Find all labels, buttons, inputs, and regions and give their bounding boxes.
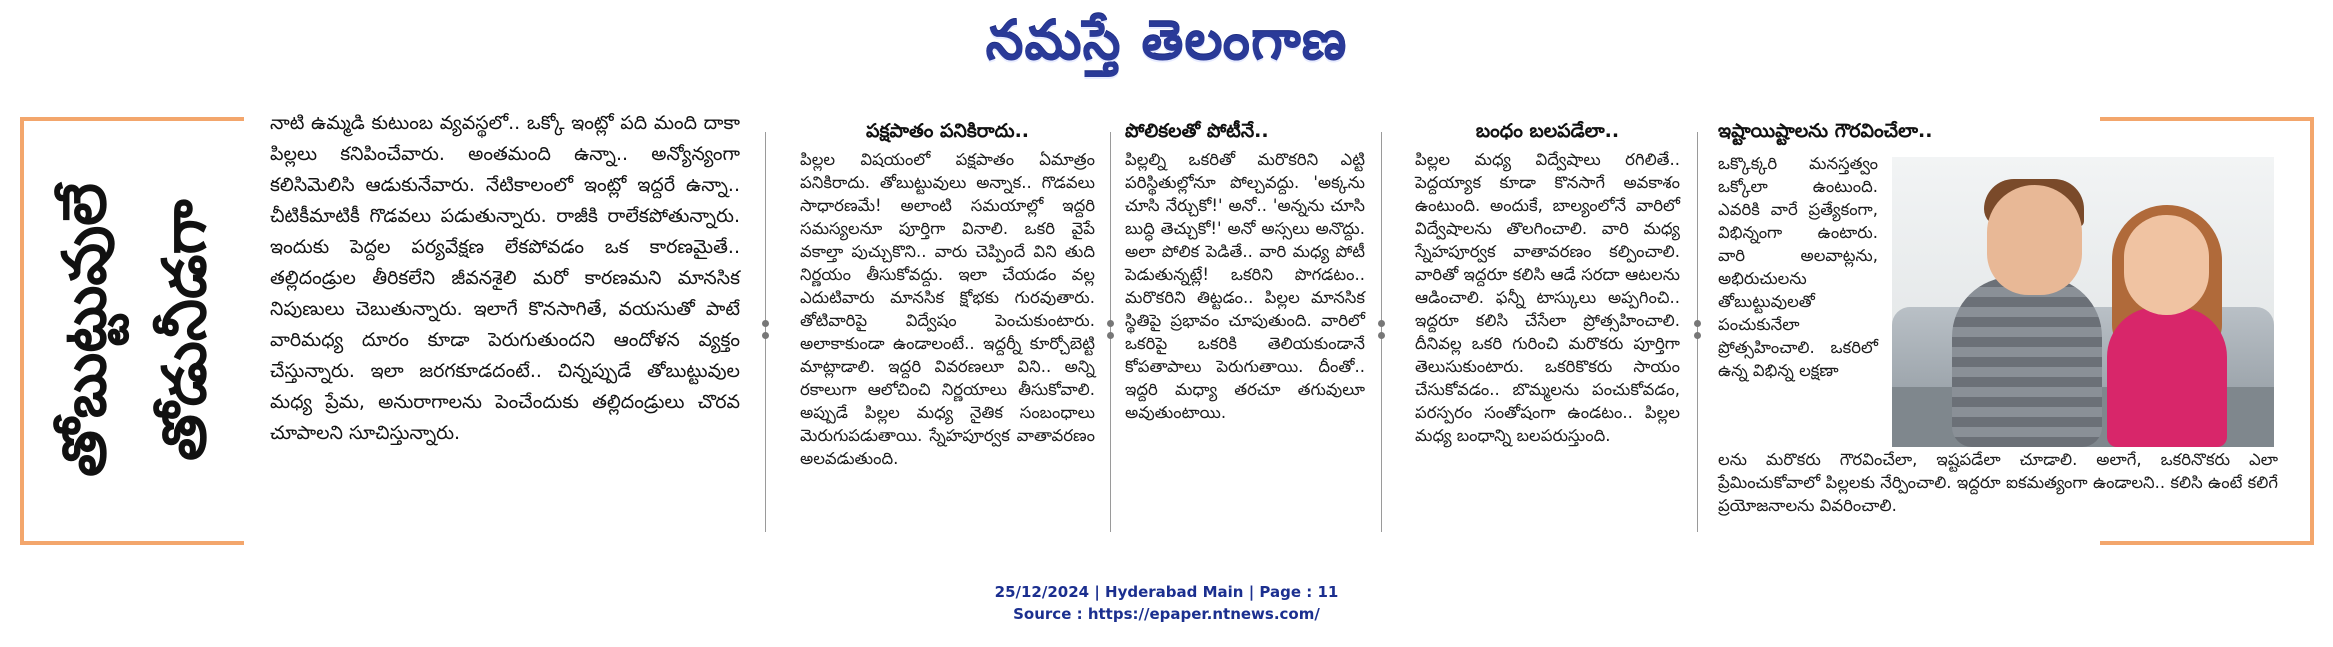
girl-face: [2124, 215, 2209, 315]
intro-column: [270, 108, 740, 449]
section-bond: [1415, 118, 1680, 447]
source-link[interactable]: Source : https://epaper.ntnews.com/: [1013, 605, 1320, 623]
section-body: పిల్లల విషయంలో పక్షపాతం ఏమాత్రం పనికిరాదు. తోబుట్టువులు అన్నాక.. గొడవలు సాధారణమే! అలాంటి సమయాల్లో ఇద్దరి సమస్యలనూ పూర్తిగా వినాలి. ఒకరి వైపే వకాల్తా పుచ్చుకొని.. వారు చెప్పిందే విని తుది నిర్ణయం తీసుకోవద్దు. ఇలా చేయడం వల్ల ఎదుటివారు మానసిక క్షోభకు గురవుతారు. తోటివారిపై విద్వేషం పెంచుకుంటారు. అలాకాకుండా ఉండాలంటే.. ఇద్దర్నీ కూర్చోబెట్టి మాట్లాడాలి. ఇద్దరి వివరణలూ విని.. అన్ని రకాలుగా ఆలోచించి నిర్ణయాలు తీసుకోవాలి. అప్పుడే పిల్లల మధ్య నైతిక సంబంధాలు మెరుగుపడుతాయి. స్నేహపూర్వక వాతావరణం అలవడుతుంది.: [800, 150, 1095, 468]
section-respect-narrow: [1718, 152, 1878, 382]
intro-paragraph: నాటి ఉమ్మడి కుటుంబ వ్యవస్థలో.. ఒక్కో ఇంట్లో పది మంది దాకా పిల్లలు కనిపించేవారు. అంతమంది ఉన్నా.. అన్యోన్యంగా కలిసిమెలిసి ఆడుకునేవారు. నేటికాలంలో ఇంట్లో ఇద్దరే ఉన్నా.. చీటికీమాటికీ గొడవలు పడుతున్నారు. రాజీకి రాలేకపోతున్నారు. ఇందుకు పెద్దల పర్యవేక్షణ లేకపోవడం ఒక కారణమైతే.. తల్లిదండ్రుల తీరికలేని జీవనశైలి మరో కారణమని మానసిక నిపుణులు చెబుతున్నారు. ఇలాగే కొనసాగితే, వయసుతో పాటే వారిమధ్య దూరం కూడా పెరుగుతుందని ఆందోళన వ్యక్తం చేస్తున్నారు. ఇలా జరగకూడదంటే.. చిన్నప్పుడే తోబుట్టువుల మధ్య ప్రేమ, అనురాగాలను పెంచేందుకు తల్లిదండ్రులు చొరవ చూపాలని సూచిస్తున్నారు.: [270, 112, 740, 444]
column-divider: [765, 132, 766, 532]
boy-face: [1987, 185, 2082, 295]
masthead-title: నమస్తే తెలంగాణ: [985, 8, 1348, 72]
section-body: ఒక్కొక్కరి మనస్తత్వం ఒక్కోలా ఉంటుంది. ఎవరికి వారే ప్రత్యేకంగా, విభిన్నంగా ఉంటారు. వారి అలవాట్లను, అభిరుచులను తోబుట్టువులతో పంచుకునేలా ప్రోత్సహించాలి. ఒకరిలో ఉన్న విభిన్న లక్షణా: [1718, 154, 1878, 380]
section-body: పిల్లల్ని ఒకరితో మరొకరిని ఎట్టి పరిస్థితుల్లోనూ పోల్చవద్దు. 'అక్కను చూసి నేర్చుకో!' అనో.. 'అన్నను చూసి బుద్ధి తెచ్చుకో!' అనో అస్సలు అనొద్దు. అలా పోలిక పెడితే.. వారి మధ్య పోటీ పెడుతున్నట్లే! ఒకరిని పొగడటం.. మరొకరిని తిట్టడం.. పిల్లల మానసిక స్థితిపై ప్రభావం చూపుతుంది. వారిలో ఒకరిపై ఒకరికి తెలియకుండానే కోపతాపాలు పెరుగుతాయి. దీంతో.. ఇద్దరి మధ్యా తరచూ తగువులూ అవుతుంటాయి.: [1125, 150, 1365, 422]
section-heading: పోలికలతో పోటీనే..: [1125, 120, 1269, 142]
section-heading: ఇష్టాయిష్టాలను గౌరవించేలా..: [1718, 120, 1933, 142]
section-heading: బంధం బలపడేలా..: [1475, 120, 1620, 142]
headline-line-2: తోడునీడగా: [150, 199, 220, 461]
section-comparison: [1125, 118, 1365, 424]
boy-figure: [1952, 277, 2102, 447]
siblings-photo: [1892, 157, 2274, 447]
girl-figure: [2107, 307, 2227, 447]
column-divider: [1110, 132, 1111, 532]
section-body: పిల్లల మధ్య విద్వేషాలు రగిలితే.. పెద్దయ్యాక కూడా కొనసాగే అవకాశం ఉంటుంది. అందుకే, బాల్యంలోనే వారిలో విద్వేషాలను తొలగించాలి. వారి మధ్య స్నేహపూర్వక వాతావరణం కల్పించాలి. వారితో ఇద్దరూ కలిసి ఆడే సరదా ఆటలను ఆడించాలి. ఫన్నీ టాస్కులు అప్పగించి.. ఇద్దరూ కలిసి చేసేలా ప్రోత్సహించాలి. దీనివల్ల ఒకరి గురించి మరొకరు పూర్తిగా తెలుసుకుంటారు. ఒకరికొకరు సాయం చేసుకోవడం.. బొమ్మలను పంచుకోవడం, పరస్పరం సంతోషంగా ఉండటం.. పిల్లల మధ్య బంధాన్ని బలపరుస్తుంది.: [1415, 150, 1680, 445]
headline-line-1: తోబుట్టువులే: [50, 183, 120, 477]
section-bias: [800, 118, 1095, 470]
section-respect-wide: [1718, 448, 2278, 517]
column-divider: [1697, 132, 1698, 532]
section-body: లను మరొకరు గౌరవించేలా, ఇష్టపడేలా చూడాలి. అలాగే, ఒకరినొకరు ఎలా ప్రేమించుకోవాలో పిల్లలకు నేర్పించాలి. ఇద్దరూ ఐకమత్యంగా ఉండాలని.. కలిసి ఉంటే కలిగే ప్రయోజనాలను వివరించాలి.: [1718, 450, 2278, 515]
section-respect: [1718, 118, 2113, 148]
page-info: 25/12/2024 | Hyderabad Main | Page : 11: [994, 583, 1339, 601]
section-heading: పక్షపాతం పనికిరాదు..: [865, 120, 1030, 142]
article-headline: [40, 140, 240, 520]
column-divider: [1381, 132, 1382, 532]
